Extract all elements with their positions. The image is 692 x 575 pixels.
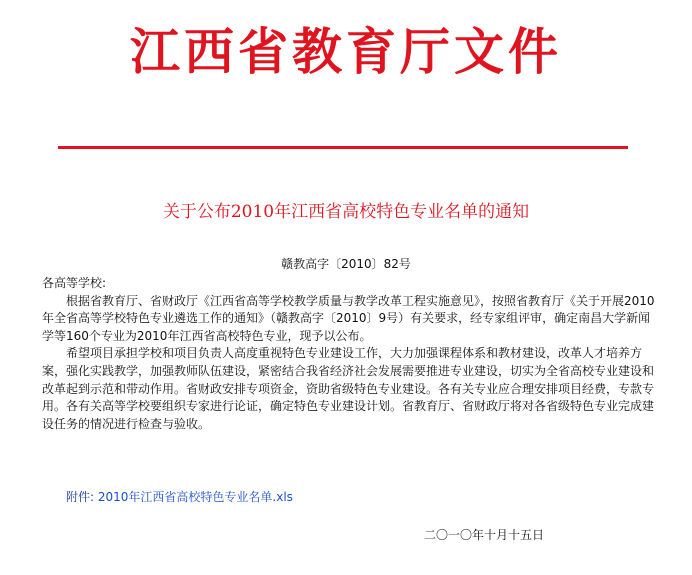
header-rule — [58, 146, 628, 149]
doc-number: 赣教高字〔2010〕82号 — [281, 257, 411, 271]
body-text — [42, 275, 656, 433]
issue-date: 二〇一〇年十月十五日 — [424, 528, 545, 542]
attachment-label: 附件: — [66, 490, 95, 504]
paragraph-2: 希望项目承担学校和项目负责人高度重视特色专业建设工作，大力加强课程体系和教材建设，改革人才培养方案，强化实践教学，加强教师队伍建设，紧密结合我省经济社会发展需要推进专业建设，切实为全省高校专业建设和改革起到示范和带动作用。省财政安排专项资金，资助省级特色专业建设。各有关专业应合理安排项目经费，专款专用。各有关高等学校要组织专家进行论证，确定特色专业建设计划。省教育厅、省财政厅将对各省级特色专业完成建设任务的情况进行检查与验收。 — [42, 346, 655, 431]
paragraph-1: 根据省教育厅、省财政厅《江西省高等学校教学质量与教学改革工程实施意见》，按照省教育厅《关于开展2010年全省高等学校特色专业遴选工作的通知》（赣教高字〔2010〕9号）有关要求，经专家组评审，确定南昌大学新闻学等160个专业为2010年江西省高校特色专业，现予以公布。 — [42, 293, 655, 343]
header-title: 江西省教育厅文件 — [130, 22, 562, 81]
attachment-line — [66, 488, 293, 506]
attachment-link[interactable]: 2010年江西省高校特色专业名单.xls — [97, 490, 293, 504]
salutation: 各高等学校: — [42, 276, 107, 290]
notice-title: 关于公布2010年江西省高校特色专业名单的通知 — [162, 202, 530, 222]
